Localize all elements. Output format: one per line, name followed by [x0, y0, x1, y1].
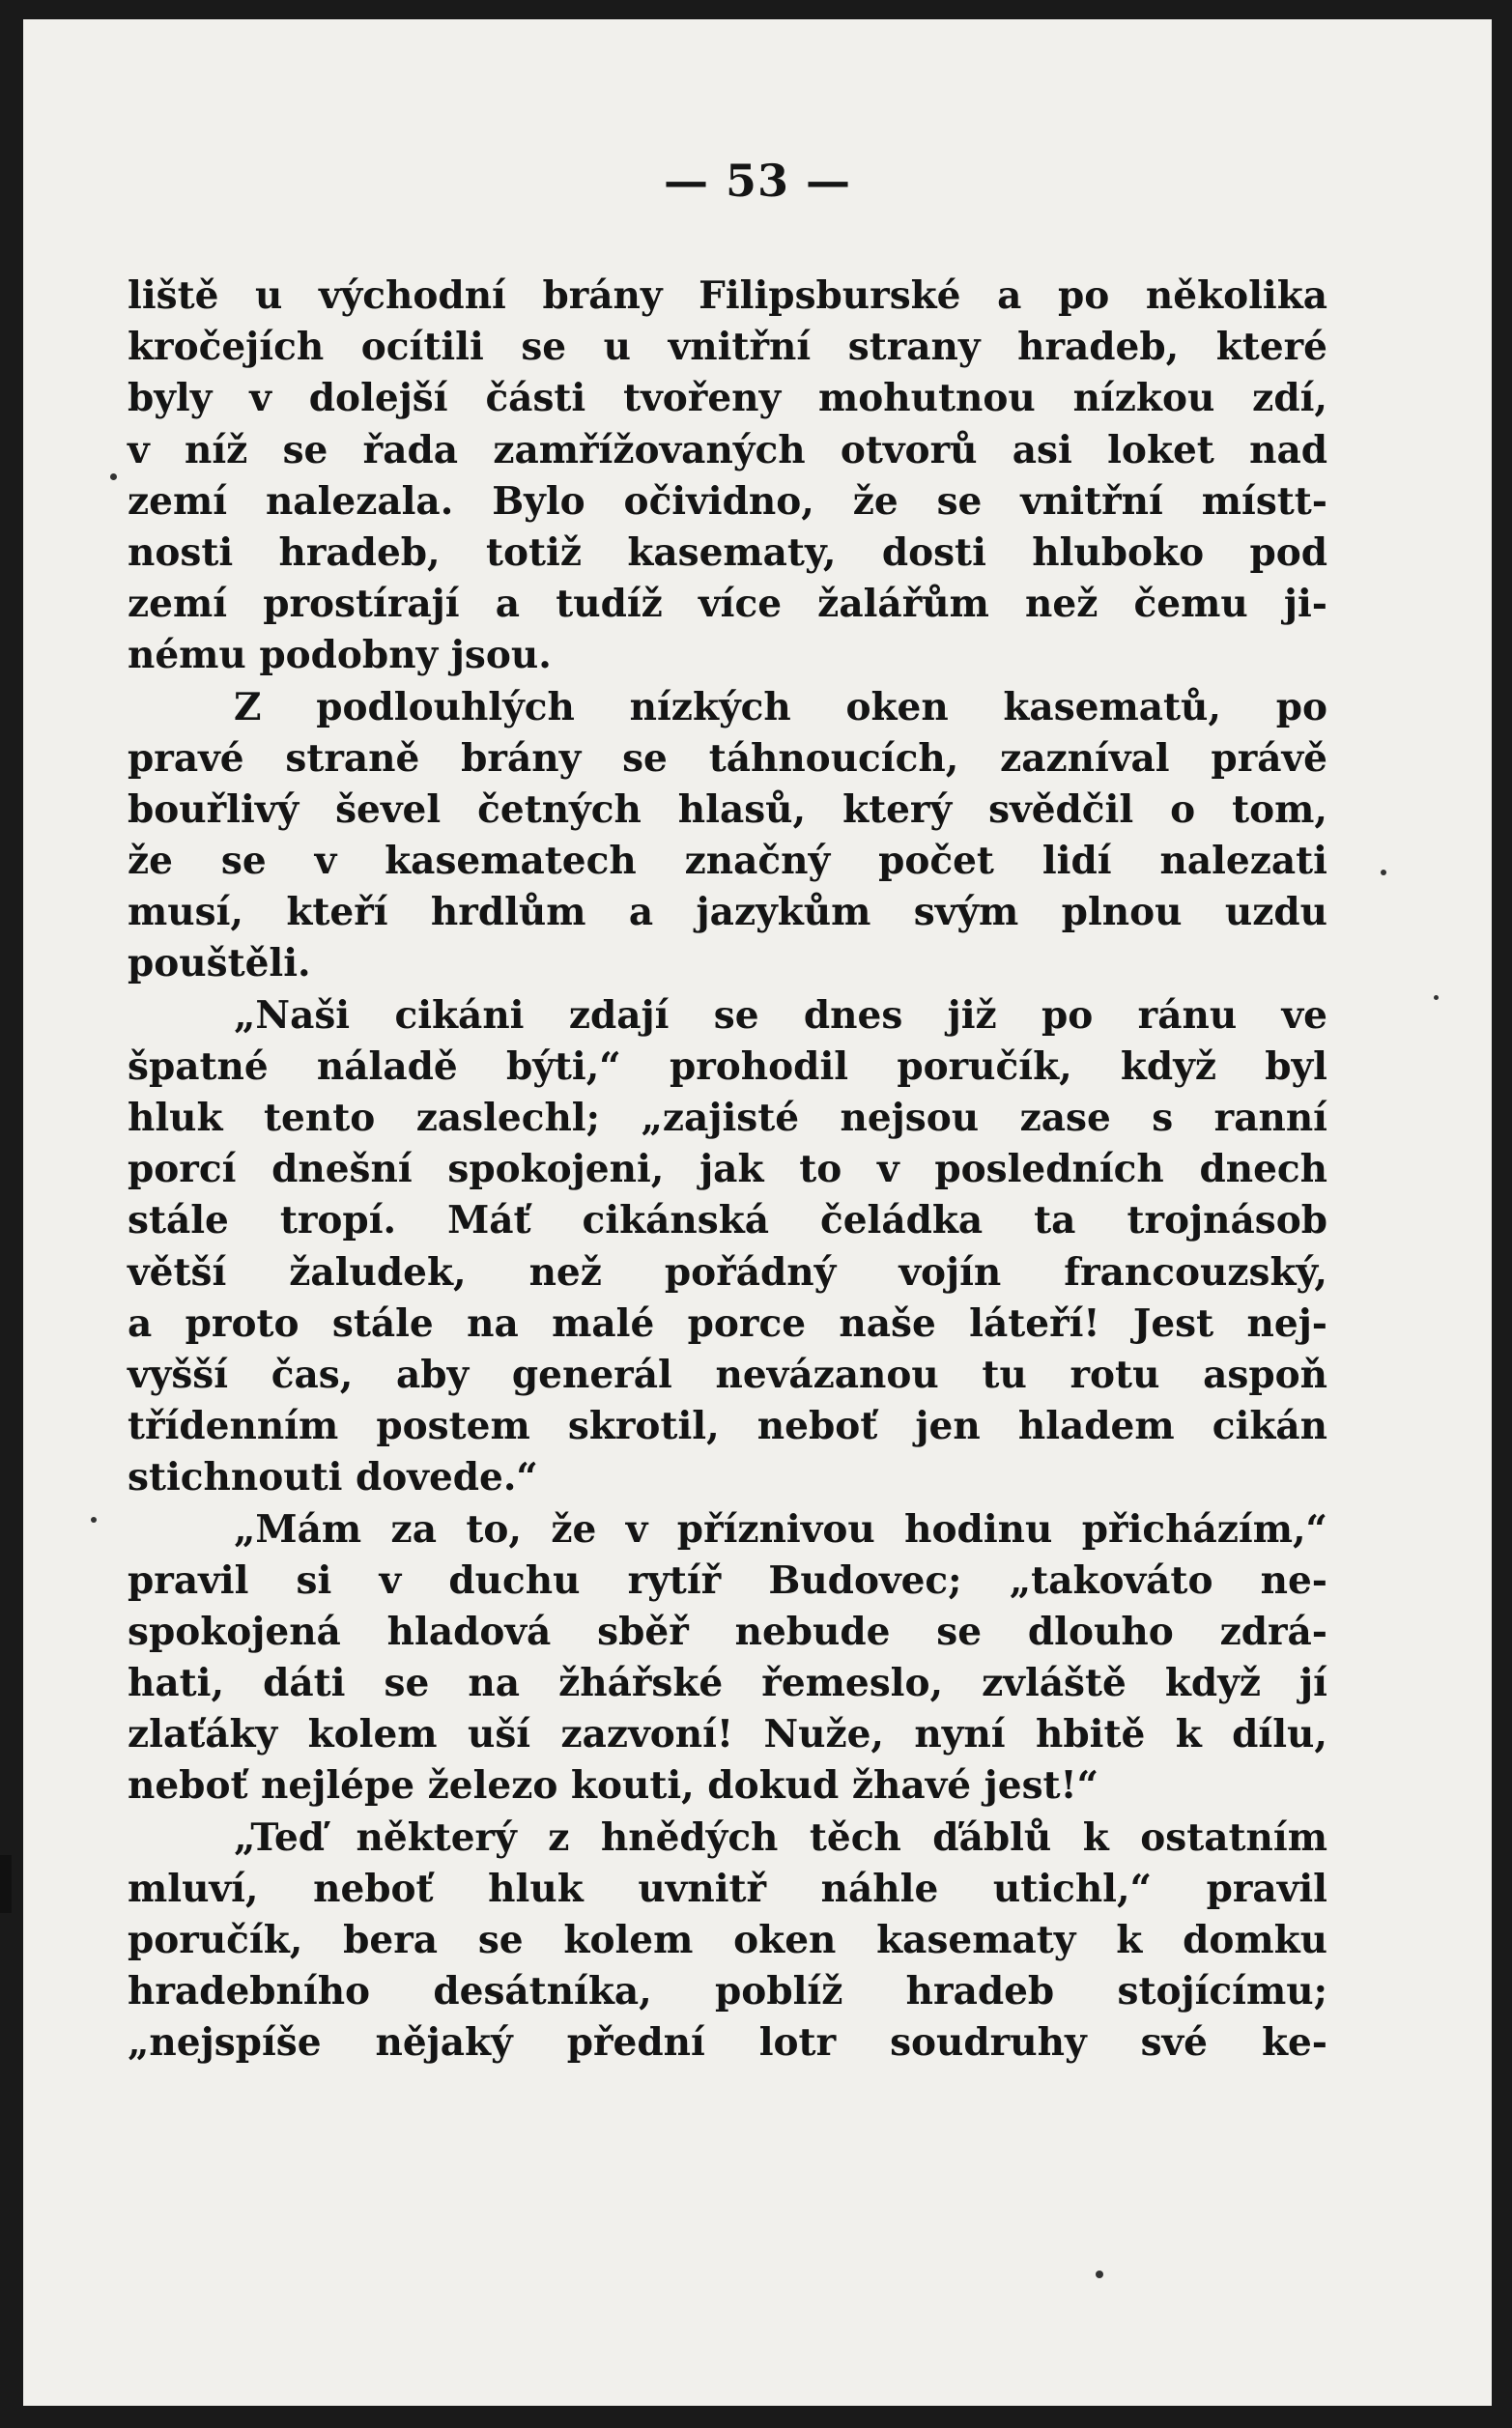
- paragraph: [128, 1813, 1327, 2070]
- text-line: třídenním postem skrotil, neboť jen hladem cikán: [128, 1404, 1327, 1449]
- print-speck: [110, 473, 117, 480]
- text-line: zlaťáky kolem uší zazvoní! Nuže, nyní hbitě k dílu,: [128, 1712, 1327, 1757]
- book-page: [23, 19, 1492, 2406]
- text-line: pravil si v duchu rytíř Budovec; „takováto ne-: [128, 1557, 1327, 1603]
- paragraph: [128, 271, 1327, 682]
- print-speck: [1434, 995, 1439, 1000]
- text-line: pravé straně brány se táhnoucích, zazníval právě: [128, 735, 1327, 781]
- paragraph: [128, 1504, 1327, 1813]
- text-line: větší žaludek, než pořádný vojín francouzský,: [128, 1249, 1327, 1295]
- text-line: hradebního desátníka, poblíž hradeb stojícímu;: [128, 1969, 1327, 2014]
- text-line: vyšší čas, aby generál nevázanou tu rotu aspoň: [128, 1352, 1327, 1397]
- text-line: v níž se řada zamřížovaných otvorů asi loket nad: [128, 427, 1327, 472]
- text-line: zemí nalezala. Bylo očividno, že se vnitřní místt-: [128, 478, 1327, 524]
- text-line: mluví, neboť hluk uvnitř náhle utichl,“ pravil: [128, 1866, 1327, 1911]
- text-line: špatné náladě býti,“ prohodil poručík, když byl: [128, 1043, 1327, 1089]
- text-line: zemí prostírají a tudíž více žalářům než čemu ji-: [128, 582, 1327, 627]
- text-line: hluk tento zaslechl; „zajisté nejsou zase s ranní: [128, 1096, 1327, 1140]
- text-line: musí, kteří hrdlům a jazykům svým plnou uzdu: [128, 890, 1327, 935]
- text-line: neboť nejlépe železo kouti, dokud žhavé jest!“: [128, 1763, 1099, 1809]
- text-line: poručík, bera se kolem oken kasematy k domku: [128, 1918, 1327, 1962]
- text-line: že se v kasematech značný počet lidí nalezati: [128, 839, 1327, 884]
- text-line: a proto stále na malé porce naše láteří! Jest nej-: [128, 1300, 1327, 1346]
- paragraph: [128, 990, 1327, 1504]
- paragraph: [128, 682, 1327, 990]
- text-line: „Teď některý z hnědých těch ďáblů k ostatním: [234, 1814, 1327, 1860]
- text-line: porcí dnešní spokojeni, jak to v posledních dnech: [128, 1147, 1327, 1192]
- text-line: bouřlivý ševel četných hlasů, který svědčil o tom,: [128, 786, 1327, 832]
- text-line: nosti hradeb, totiž kasematy, dosti hluboko pod: [128, 529, 1327, 575]
- text-line: stále tropí. Máť cikánská čeládka ta trojnásob: [128, 1198, 1327, 1243]
- text-line: stichnouti dovede.“: [128, 1455, 538, 1500]
- text-line: liště u východní brány Filipsburské a po několika: [128, 273, 1327, 318]
- text-line: Z podlouhlých nízkých oken kasematů, po: [234, 684, 1327, 729]
- text-line: „Mám za to, že v příznivou hodinu přicházím,“: [234, 1506, 1327, 1552]
- text-line: pouštěli.: [128, 941, 311, 986]
- page-number: — 53 —: [663, 155, 852, 207]
- text-line: „nejspíše nějaký přední lotr soudruhy své ke-: [128, 2020, 1327, 2066]
- text-line: kročejích ocítili se u vnitřní strany hradeb, které: [128, 325, 1327, 370]
- text-line: hati, dáti se na žhářské řemeslo, zvláště když jí: [128, 1661, 1327, 1706]
- text-line: „Naši cikáni zdají se dnes již po ránu ve: [234, 992, 1327, 1038]
- text-line: nému podobny jsou.: [128, 633, 552, 678]
- text-line: byly v dolejší části tvořeny mohutnou nízkou zdí,: [128, 376, 1327, 421]
- body-text: [128, 271, 1327, 2070]
- binding-mark: [0, 1855, 12, 1913]
- print-speck: [91, 1517, 97, 1523]
- print-speck: [1096, 2271, 1103, 2278]
- print-speck: [1381, 870, 1386, 875]
- text-line: spokojená hladová sběř nebude se dlouho zdrá-: [128, 1609, 1327, 1654]
